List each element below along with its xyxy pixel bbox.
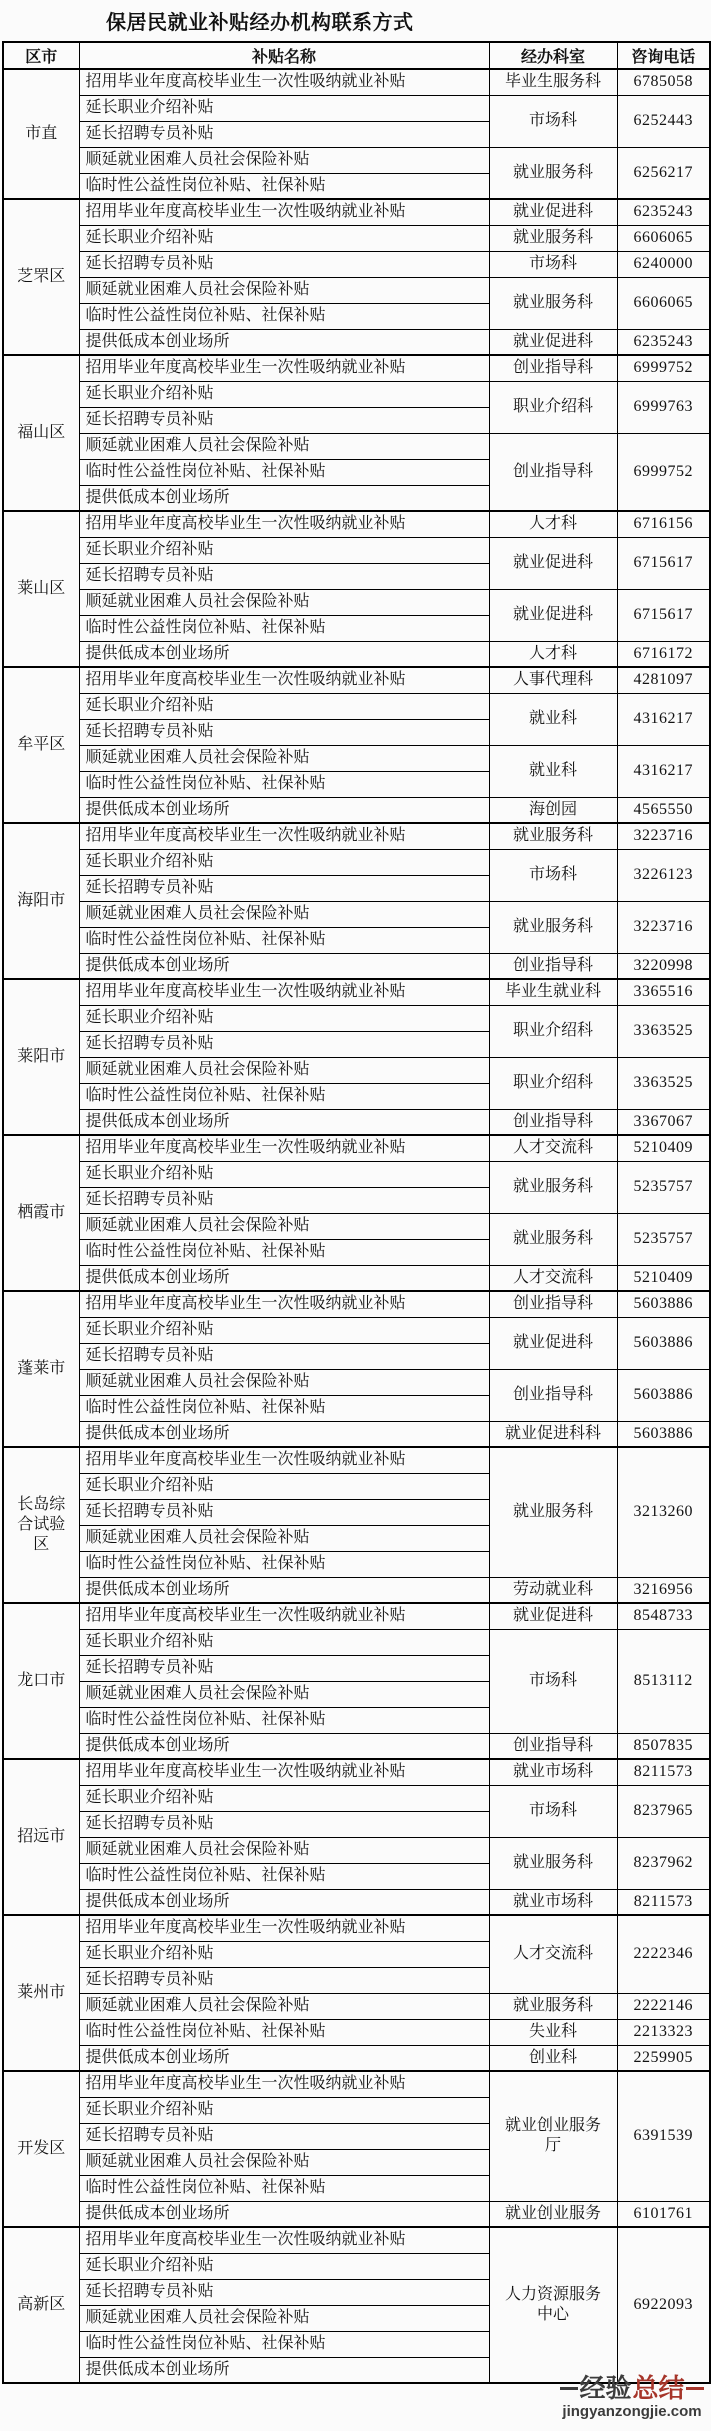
- subsidy-cell: 提供低成本创业场所: [79, 2201, 489, 2227]
- department-cell: 就业促进科科: [489, 1421, 617, 1447]
- subsidy-cell: 延长职业介绍补贴: [79, 537, 489, 563]
- subsidy-cell: 延长招聘专员补贴: [79, 563, 489, 589]
- table-row: [3, 329, 710, 355]
- phone-cell: 4316217: [617, 745, 710, 797]
- subsidy-cell: 临时性公益性岗位补贴、社保补贴: [79, 1083, 489, 1109]
- table-row: [3, 537, 710, 563]
- phone-cell: 6715617: [617, 537, 710, 589]
- subsidy-cell: 顺延就业困难人员社会保险补贴: [79, 2149, 489, 2175]
- table-row: [3, 1915, 710, 1941]
- department-cell: 创业指导科: [489, 1369, 617, 1421]
- phone-cell: 8513112: [617, 1629, 710, 1733]
- table-row: [3, 511, 710, 537]
- subsidy-cell: 顺延就业困难人员社会保险补贴: [79, 1057, 489, 1083]
- district-cell: 牟平区: [3, 667, 79, 823]
- department-cell: 就业促进科: [489, 1603, 617, 1629]
- phone-cell: 6716172: [617, 641, 710, 667]
- department-cell: 创业指导科: [489, 1733, 617, 1759]
- department-cell: 就业服务科: [489, 147, 617, 199]
- phone-cell: 6240000: [617, 251, 710, 277]
- phone-cell: 4565550: [617, 797, 710, 823]
- subsidy-cell: 临时性公益性岗位补贴、社保补贴: [79, 2331, 489, 2357]
- table-row: [3, 1447, 710, 1473]
- phone-cell: 3213260: [617, 1447, 710, 1577]
- department-cell: 市场科: [489, 1785, 617, 1837]
- district-cell: 高新区: [3, 2227, 79, 2383]
- table-row: [3, 1057, 710, 1083]
- subsidy-cell: 招用毕业年度高校毕业生一次性吸纳就业补贴: [79, 199, 489, 225]
- subsidy-cell: 招用毕业年度高校毕业生一次性吸纳就业补贴: [79, 1759, 489, 1785]
- phone-cell: 5210409: [617, 1135, 710, 1161]
- subsidy-cell: 延长职业介绍补贴: [79, 693, 489, 719]
- subsidy-cell: 延长职业介绍补贴: [79, 849, 489, 875]
- department-cell: 就业服务科: [489, 225, 617, 251]
- table-row: [3, 1421, 710, 1447]
- table-row: [3, 225, 710, 251]
- subsidy-cell: 延长招聘专员补贴: [79, 1499, 489, 1525]
- table-row: [3, 1005, 710, 1031]
- department-cell: 劳动就业科: [489, 1577, 617, 1603]
- phone-cell: 6391539: [617, 2071, 710, 2201]
- table-row: [3, 1369, 710, 1395]
- subsidy-cell: 顺延就业困难人员社会保险补贴: [79, 1213, 489, 1239]
- district-cell: 栖霞市: [3, 1135, 79, 1291]
- phone-cell: 5210409: [617, 1265, 710, 1291]
- table-row: [3, 1109, 710, 1135]
- subsidy-cell: 延长职业介绍补贴: [79, 225, 489, 251]
- table-row: [3, 693, 710, 719]
- brand-domain: jingyanzongjie.com: [562, 2403, 702, 2420]
- phone-cell: 8211573: [617, 1889, 710, 1915]
- subsidy-cell: 顺延就业困难人员社会保险补贴: [79, 901, 489, 927]
- col-header-district: 区市: [3, 42, 79, 69]
- phone-cell: 8237962: [617, 1837, 710, 1889]
- subsidy-cell: 顺延就业困难人员社会保险补贴: [79, 147, 489, 173]
- subsidy-cell: 提供低成本创业场所: [79, 1733, 489, 1759]
- subsidy-cell: 顺延就业困难人员社会保险补贴: [79, 277, 489, 303]
- phone-cell: 5603886: [617, 1369, 710, 1421]
- subsidy-cell: 提供低成本创业场所: [79, 1577, 489, 1603]
- table-row: [3, 1577, 710, 1603]
- subsidy-cell: 提供低成本创业场所: [79, 485, 489, 511]
- subsidy-cell: 延长招聘专员补贴: [79, 875, 489, 901]
- phone-cell: 6252443: [617, 95, 710, 147]
- department-cell: 人才科: [489, 641, 617, 667]
- subsidy-cell: 延长招聘专员补贴: [79, 2123, 489, 2149]
- subsidy-cell: 提供低成本创业场所: [79, 953, 489, 979]
- page: [0, 9, 711, 2420]
- phone-cell: 5603886: [617, 1421, 710, 1447]
- district-cell: 开发区: [3, 2071, 79, 2227]
- subsidy-cell: 临时性公益性岗位补贴、社保补贴: [79, 459, 489, 485]
- department-cell: 就业科: [489, 745, 617, 797]
- table-row: [3, 2019, 710, 2045]
- table-row: [3, 2227, 710, 2253]
- table-row: [3, 2045, 710, 2071]
- phone-cell: 3223716: [617, 901, 710, 953]
- phone-cell: 2222146: [617, 1993, 710, 2019]
- subsidy-cell: 延长职业介绍补贴: [79, 1629, 489, 1655]
- subsidy-cell: 顺延就业困难人员社会保险补贴: [79, 1369, 489, 1395]
- table-row: [3, 979, 710, 1005]
- phone-cell: 5603886: [617, 1317, 710, 1369]
- subsidy-cell: 延长招聘专员补贴: [79, 2279, 489, 2305]
- department-cell: 就业创业服务厅: [489, 2071, 617, 2201]
- phone-cell: 5603886: [617, 1291, 710, 1317]
- subsidy-cell: 招用毕业年度高校毕业生一次性吸纳就业补贴: [79, 69, 489, 95]
- subsidy-cell: 招用毕业年度高校毕业生一次性吸纳就业补贴: [79, 667, 489, 693]
- table-row: [3, 1317, 710, 1343]
- phone-cell: 6256217: [617, 147, 710, 199]
- subsidy-cell: 临时性公益性岗位补贴、社保补贴: [79, 303, 489, 329]
- col-header-subsidy: 补贴名称: [79, 42, 489, 69]
- phone-cell: 3226123: [617, 849, 710, 901]
- table-row: [3, 667, 710, 693]
- subsidy-cell: 延长职业介绍补贴: [79, 1161, 489, 1187]
- subsidy-cell: 招用毕业年度高校毕业生一次性吸纳就业补贴: [79, 355, 489, 381]
- table-row: [3, 69, 710, 95]
- table-row: [3, 797, 710, 823]
- department-cell: 就业市场科: [489, 1759, 617, 1785]
- phone-cell: 2222346: [617, 1915, 710, 1993]
- district-cell: 莱阳市: [3, 979, 79, 1135]
- watermark-brand: [556, 2375, 708, 2401]
- phone-cell: 3223716: [617, 823, 710, 849]
- phone-cell: 6999752: [617, 355, 710, 381]
- subsidy-cell: 顺延就业困难人员社会保险补贴: [79, 1993, 489, 2019]
- table-row: [3, 355, 710, 381]
- subsidy-cell: 提供低成本创业场所: [79, 1109, 489, 1135]
- district-cell: 福山区: [3, 355, 79, 511]
- subsidy-cell: 延长职业介绍补贴: [79, 381, 489, 407]
- department-cell: 创业指导科: [489, 355, 617, 381]
- table-row: [3, 1837, 710, 1863]
- phone-cell: 6235243: [617, 329, 710, 355]
- department-cell: 就业促进科: [489, 589, 617, 641]
- subsidy-cell: 提供低成本创业场所: [79, 797, 489, 823]
- subsidy-cell: 招用毕业年度高校毕业生一次性吸纳就业补贴: [79, 823, 489, 849]
- department-cell: 创业指导科: [489, 953, 617, 979]
- dash-line-icon: [686, 2387, 704, 2390]
- table-row: [3, 1889, 710, 1915]
- phone-cell: 6715617: [617, 589, 710, 641]
- department-cell: 就业服务科: [489, 1993, 617, 2019]
- subsidy-cell: 招用毕业年度高校毕业生一次性吸纳就业补贴: [79, 1291, 489, 1317]
- subsidy-cell: 延长职业介绍补贴: [79, 95, 489, 121]
- table-row: [3, 849, 710, 875]
- table-row: [3, 147, 710, 173]
- table-row: [3, 1993, 710, 2019]
- department-cell: 市场科: [489, 251, 617, 277]
- phone-cell: 6999752: [617, 433, 710, 511]
- table-row: [3, 1733, 710, 1759]
- department-cell: 就业科: [489, 693, 617, 745]
- department-cell: 就业创业服务: [489, 2201, 617, 2227]
- col-header-phone: 咨询电话: [617, 42, 710, 69]
- subsidy-cell: 延长职业介绍补贴: [79, 1317, 489, 1343]
- table-row: [3, 1265, 710, 1291]
- table-row: [3, 745, 710, 771]
- department-cell: 就业促进科: [489, 537, 617, 589]
- department-cell: 职业介绍科: [489, 381, 617, 433]
- subsidy-cell: 招用毕业年度高校毕业生一次性吸纳就业补贴: [79, 1447, 489, 1473]
- subsidy-cell: 临时性公益性岗位补贴、社保补贴: [79, 927, 489, 953]
- phone-cell: 3216956: [617, 1577, 710, 1603]
- subsidy-cell: 提供低成本创业场所: [79, 641, 489, 667]
- phone-cell: 6716156: [617, 511, 710, 537]
- dash-line-icon: [560, 2387, 578, 2390]
- table-row: [3, 1213, 710, 1239]
- subsidy-cell: 顺延就业困难人员社会保险补贴: [79, 589, 489, 615]
- department-cell: 市场科: [489, 95, 617, 147]
- department-cell: 人才交流科: [489, 1915, 617, 1993]
- subsidy-cell: 临时性公益性岗位补贴、社保补贴: [79, 1395, 489, 1421]
- subsidy-cell: 延长招聘专员补贴: [79, 1967, 489, 1993]
- phone-cell: 6101761: [617, 2201, 710, 2227]
- department-cell: 就业市场科: [489, 1889, 617, 1915]
- subsidy-cell: 顺延就业困难人员社会保险补贴: [79, 1525, 489, 1551]
- subsidy-cell: 临时性公益性岗位补贴、社保补贴: [79, 1863, 489, 1889]
- subsidy-cell: 顺延就业困难人员社会保险补贴: [79, 2305, 489, 2331]
- subsidy-cell: 延长招聘专员补贴: [79, 251, 489, 277]
- subsidy-cell: 提供低成本创业场所: [79, 329, 489, 355]
- department-cell: 毕业生服务科: [489, 69, 617, 95]
- department-cell: 就业服务科: [489, 1213, 617, 1265]
- table-row: [3, 199, 710, 225]
- department-cell: 毕业生就业科: [489, 979, 617, 1005]
- watermark: [556, 2375, 708, 2420]
- subsidy-cell: 延长招聘专员补贴: [79, 1811, 489, 1837]
- department-cell: 失业科: [489, 2019, 617, 2045]
- table-row: [3, 1161, 710, 1187]
- district-cell: 莱山区: [3, 511, 79, 667]
- table-row: [3, 95, 710, 121]
- phone-cell: 8507835: [617, 1733, 710, 1759]
- subsidy-cell: 招用毕业年度高校毕业生一次性吸纳就业补贴: [79, 2227, 489, 2253]
- phone-cell: 3365516: [617, 979, 710, 1005]
- phone-cell: 6922093: [617, 2227, 710, 2383]
- district-cell: 招远市: [3, 1759, 79, 1915]
- department-cell: 职业介绍科: [489, 1005, 617, 1057]
- department-cell: 就业服务科: [489, 901, 617, 953]
- subsidy-cell: 临时性公益性岗位补贴、社保补贴: [79, 2019, 489, 2045]
- department-cell: 市场科: [489, 849, 617, 901]
- table-body: [3, 69, 710, 2383]
- district-cell: 长岛综合试验区: [3, 1447, 79, 1603]
- department-cell: 就业服务科: [489, 1447, 617, 1577]
- phone-cell: 5235757: [617, 1161, 710, 1213]
- department-cell: 人才科: [489, 511, 617, 537]
- department-cell: 人力资源服务中心: [489, 2227, 617, 2383]
- department-cell: 市场科: [489, 1629, 617, 1733]
- district-cell: 芝罘区: [3, 199, 79, 355]
- subsidy-cell: 招用毕业年度高校毕业生一次性吸纳就业补贴: [79, 1603, 489, 1629]
- department-cell: 海创园: [489, 797, 617, 823]
- subsidy-cell: 顺延就业困难人员社会保险补贴: [79, 1681, 489, 1707]
- department-cell: 人才交流科: [489, 1265, 617, 1291]
- table-row: [3, 251, 710, 277]
- phone-cell: 8548733: [617, 1603, 710, 1629]
- subsidy-cell: 延长职业介绍补贴: [79, 1005, 489, 1031]
- subsidy-cell: 延长职业介绍补贴: [79, 2097, 489, 2123]
- department-cell: 创业指导科: [489, 433, 617, 511]
- phone-cell: 3220998: [617, 953, 710, 979]
- table-header-row: [3, 42, 710, 69]
- phone-cell: 3363525: [617, 1005, 710, 1057]
- department-cell: 就业促进科: [489, 1317, 617, 1369]
- department-cell: 人才交流科: [489, 1135, 617, 1161]
- page-title: 保居民就业补贴经办机构联系方式: [106, 12, 414, 34]
- phone-cell: 4316217: [617, 693, 710, 745]
- phone-cell: 6235243: [617, 199, 710, 225]
- subsidy-cell: 临时性公益性岗位补贴、社保补贴: [79, 1551, 489, 1577]
- subsidy-cell: 延长招聘专员补贴: [79, 719, 489, 745]
- table-row: [3, 641, 710, 667]
- subsidy-cell: 临时性公益性岗位补贴、社保补贴: [79, 615, 489, 641]
- phone-cell: 8211573: [617, 1759, 710, 1785]
- phone-cell: 5235757: [617, 1213, 710, 1265]
- phone-cell: 3367067: [617, 1109, 710, 1135]
- phone-cell: 6606065: [617, 277, 710, 329]
- subsidy-cell: 提供低成本创业场所: [79, 1889, 489, 1915]
- phone-cell: 8237965: [617, 1785, 710, 1837]
- department-cell: 就业服务科: [489, 823, 617, 849]
- department-cell: 就业服务科: [489, 1837, 617, 1889]
- table-row: [3, 2201, 710, 2227]
- table-row: [3, 823, 710, 849]
- subsidy-cell: 延长招聘专员补贴: [79, 407, 489, 433]
- table-row: [3, 901, 710, 927]
- table-row: [3, 277, 710, 303]
- subsidy-cell: 临时性公益性岗位补贴、社保补贴: [79, 1239, 489, 1265]
- phone-cell: 4281097: [617, 667, 710, 693]
- subsidy-cell: 临时性公益性岗位补贴、社保补贴: [79, 2175, 489, 2201]
- district-cell: 龙口市: [3, 1603, 79, 1759]
- department-cell: 就业服务科: [489, 277, 617, 329]
- table-row: [3, 433, 710, 459]
- phone-cell: 6999763: [617, 381, 710, 433]
- subsidy-cell: 顺延就业困难人员社会保险补贴: [79, 1837, 489, 1863]
- phone-cell: 6785058: [617, 69, 710, 95]
- subsidy-cell: 顺延就业困难人员社会保险补贴: [79, 433, 489, 459]
- subsidy-cell: 延长招聘专员补贴: [79, 1187, 489, 1213]
- subsidy-cell: 延长招聘专员补贴: [79, 1031, 489, 1057]
- subsidy-cell: 临时性公益性岗位补贴、社保补贴: [79, 173, 489, 199]
- brand-text-gray: 经验: [579, 2373, 632, 2403]
- subsidy-cell: 招用毕业年度高校毕业生一次性吸纳就业补贴: [79, 511, 489, 537]
- subsidy-cell: 提供低成本创业场所: [79, 2045, 489, 2071]
- table-row: [3, 1785, 710, 1811]
- table-row: [3, 1603, 710, 1629]
- subsidy-cell: 延长招聘专员补贴: [79, 121, 489, 147]
- subsidy-cell: 提供低成本创业场所: [79, 1421, 489, 1447]
- subsidy-cell: 延长职业介绍补贴: [79, 1785, 489, 1811]
- department-cell: 创业指导科: [489, 1109, 617, 1135]
- brand-text-red: 总结: [632, 2373, 685, 2403]
- table-row: [3, 2071, 710, 2097]
- department-cell: 就业促进科: [489, 329, 617, 355]
- district-cell: 蓬莱市: [3, 1291, 79, 1447]
- subsidy-cell: 提供低成本创业场所: [79, 1265, 489, 1291]
- department-cell: 就业促进科: [489, 199, 617, 225]
- district-cell: 海阳市: [3, 823, 79, 979]
- subsidy-cell: 提供低成本创业场所: [79, 2357, 489, 2383]
- district-cell: 市直: [3, 69, 79, 199]
- table-row: [3, 1135, 710, 1161]
- subsidy-cell: 延长招聘专员补贴: [79, 1655, 489, 1681]
- subsidy-cell: 招用毕业年度高校毕业生一次性吸纳就业补贴: [79, 979, 489, 1005]
- subsidy-cell: 招用毕业年度高校毕业生一次性吸纳就业补贴: [79, 1135, 489, 1161]
- table-row: [3, 589, 710, 615]
- table-row: [3, 1759, 710, 1785]
- department-cell: 创业科: [489, 2045, 617, 2071]
- table-row: [3, 1629, 710, 1655]
- department-cell: 职业介绍科: [489, 1057, 617, 1109]
- department-cell: 人事代理科: [489, 667, 617, 693]
- subsidy-cell: 招用毕业年度高校毕业生一次性吸纳就业补贴: [79, 1915, 489, 1941]
- table-row: [3, 381, 710, 407]
- subsidy-cell: 临时性公益性岗位补贴、社保补贴: [79, 771, 489, 797]
- col-header-department: 经办科室: [489, 42, 617, 69]
- subsidy-cell: 延长职业介绍补贴: [79, 1941, 489, 1967]
- table-row: [3, 953, 710, 979]
- subsidy-cell: 延长职业介绍补贴: [79, 1473, 489, 1499]
- phone-cell: 2259905: [617, 2045, 710, 2071]
- subsidy-cell: 招用毕业年度高校毕业生一次性吸纳就业补贴: [79, 2071, 489, 2097]
- phone-cell: 3363525: [617, 1057, 710, 1109]
- phone-cell: 6606065: [617, 225, 710, 251]
- phone-cell: 2213323: [617, 2019, 710, 2045]
- department-cell: 创业指导科: [489, 1291, 617, 1317]
- department-cell: 就业服务科: [489, 1161, 617, 1213]
- subsidy-cell: 延长职业介绍补贴: [79, 2253, 489, 2279]
- subsidy-cell: 延长招聘专员补贴: [79, 1343, 489, 1369]
- table-row: [3, 1291, 710, 1317]
- district-cell: 莱州市: [3, 1915, 79, 2071]
- subsidy-cell: 顺延就业困难人员社会保险补贴: [79, 745, 489, 771]
- subsidy-table: [2, 41, 711, 2384]
- subsidy-cell: 临时性公益性岗位补贴、社保补贴: [79, 1707, 489, 1733]
